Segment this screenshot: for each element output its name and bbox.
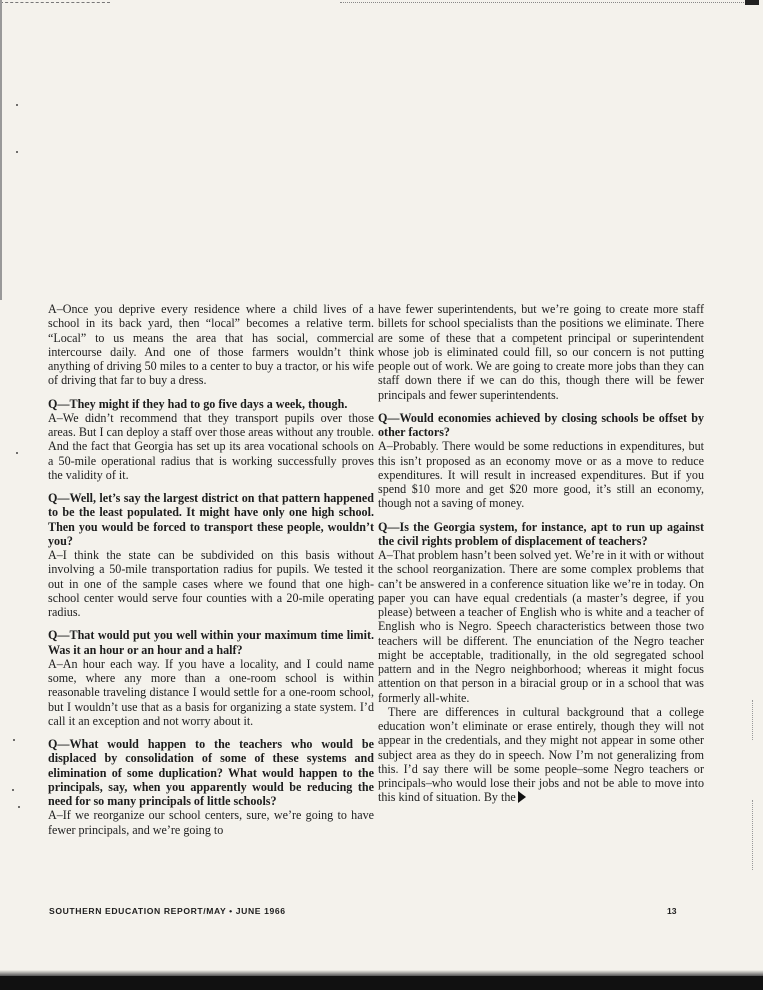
scan-margin-dots bbox=[752, 800, 753, 870]
scan-corner-mark bbox=[745, 0, 759, 5]
footer-page-number: 13 bbox=[667, 906, 677, 916]
scan-left-edge bbox=[0, 0, 2, 300]
question-paragraph: Q—Would economies achieved by closing schools be offset by other factors? bbox=[378, 410, 704, 439]
answer-paragraph: A–An hour each way. If you have a locality, and I could name some, where any more than a one-room school is within reasonable traveling distance I would settle for a one-room school, but I wouldn’t use that as a basis for organizing a state system. I’d call it an exception and not worry about it. bbox=[48, 656, 374, 728]
answer-paragraph: A–Once you deprive every residence where a child lives of a school in its back yard, then “local” becomes a relative term. “Local” to us means the area that has social, commercial intercourse daily. And one of those farmers wouldn’t think anything of driving 50 miles to a center to buy a tractor, or his wife of driving that far to buy a dress. bbox=[48, 302, 374, 388]
scan-speck bbox=[12, 789, 14, 791]
right-text-column bbox=[378, 302, 704, 805]
question-paragraph: Q—Well, let’s say the largest district on that pattern happened to be the least populated. It might have only one high school. Then you would be forced to transport these people, wouldn’t you? bbox=[48, 491, 374, 548]
continued-arrow-icon bbox=[518, 791, 526, 803]
answer-paragraph: A–If we reorganize our school centers, sure, we’re going to have fewer principals, and we’re going to bbox=[48, 808, 374, 837]
question-paragraph: Q—They might if they had to go five days a week, though. bbox=[48, 396, 348, 411]
answer-paragraph: A–I think the state can be subdivided on this basis without involving a 50-mile transportation radius for pupils. We tested it out in one of the sample cases where we found that one high-school center would serve four counties with a 20-mile operating radius. bbox=[48, 548, 374, 619]
question-paragraph: Q—Is the Georgia system, for instance, apt to run up against the civil rights problem of displacement of teachers? bbox=[378, 519, 704, 548]
answer-paragraph: There are differences in cultural background that a college education won’t eliminate or erase entirely, though they will not appear in the credentials, and they might not appear in some other subject area as they do in speech. Now I’m not generalizing from this. I’d say there will be some people–some Negro teachers or principals–who would lose their jobs and not be able to move into this kind of situation. By the bbox=[378, 704, 704, 805]
scan-speck bbox=[16, 151, 18, 153]
question-paragraph: Q—That would put you well within your maximum time limit. Was it an hour or an hour and a half? bbox=[48, 628, 374, 657]
continued-paragraph: have fewer superintendents, but we’re going to create more staff billets for school specialists than the positions we eliminate. There are some of these that a competent principal or superintendent whose job is eliminated could fill, so our concern is not putting people out of work. We are going to create more jobs than they can staff down there if we can do this, though there will be fewer principals and fewer superintendents. bbox=[378, 302, 704, 402]
question-paragraph: Q—What would happen to the teachers who would be displaced by consolidation of some of these systems and elimination of some duplication? What would happen to the principals, say, when you apparently would be reducing the need for so many principals of little schools? bbox=[48, 737, 374, 808]
scan-bottom-edge bbox=[0, 976, 763, 990]
scan-speck bbox=[16, 104, 18, 106]
answer-paragraph: A–We didn’t recommend that they transport pupils over those areas. But I can deploy a staff over those areas without any trouble. And the fact that Georgia has set up its area vocational schools on a 50-mile operational radius that is working successfully proves the validity of it. bbox=[48, 410, 374, 482]
scan-top-rule bbox=[0, 2, 110, 3]
scan-speck bbox=[18, 806, 20, 808]
left-text-column bbox=[48, 302, 374, 837]
answer-paragraph: A–That problem hasn’t been solved yet. We’re in it with or without the school reorganization. There are some complex problems that can’t be answered in a conference situation like we’re in today. On paper you can have equal credentials (a master’s degree, if you please) between a teacher of English who is white and a teacher of English who is Negro. Speech characteristics between those two teachers will be different. The enunciation of the Negro teacher might be acceptable, traditionally, in the old segregated school pattern and in the Negro neighborhood; whereas it might focus attention on that person in a biracial group or in a school that was formerly all-white. bbox=[378, 548, 704, 705]
footer-publication: SOUTHERN EDUCATION REPORT/MAY • JUNE 1966 bbox=[49, 906, 286, 916]
scan-speck bbox=[13, 739, 15, 741]
scan-top-rule-dotted bbox=[340, 2, 750, 3]
answer-paragraph: A–Probably. There would be some reductions in expenditures, but this isn’t proposed as an economy move or as a move to reduce expenditures. It will result in increased expenditures. But if you spend $10 more and get $20 more good, it’s still an economy, though not a saving of money. bbox=[378, 439, 704, 511]
scan-speck bbox=[16, 452, 18, 454]
scan-margin-dots bbox=[752, 700, 753, 740]
